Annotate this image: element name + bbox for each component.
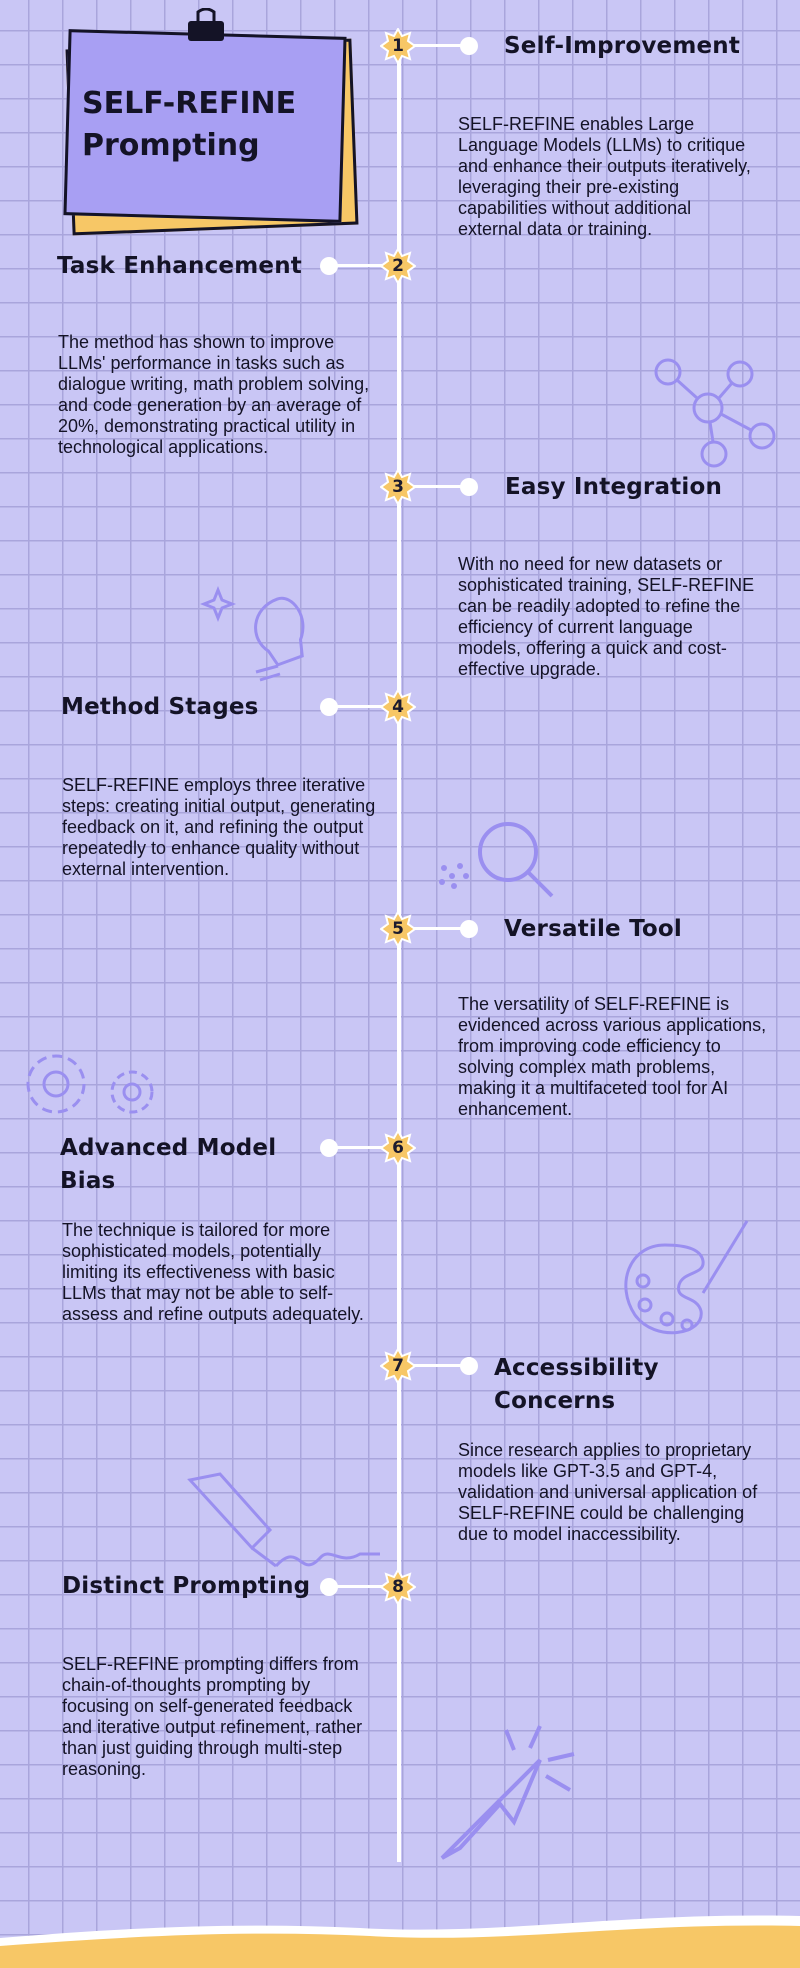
page-title: SELF-REFINE Prompting (82, 86, 297, 163)
step-text: SELF-REFINE enables Large Language Models (LLMs) to critique and enhance their outputs iteratively, leveraging their pre-existing capabilities without additional external data or training. (458, 114, 751, 239)
step-heading: Method Stages (61, 694, 259, 720)
step-marker (380, 248, 416, 284)
footer-wave (0, 1900, 800, 1968)
step-heading: Versatile Tool (504, 916, 682, 942)
step-text: The versatility of SELF-REFINE is evidenced across various applications, from improving code efficiency to solving complex math problems, making it a multifaceted tool for AI enhancement. (458, 994, 767, 1119)
step-marker (380, 911, 416, 947)
connector-dot (320, 257, 338, 275)
palette-icon (615, 1215, 755, 1345)
step-heading: Easy Integration (505, 474, 723, 500)
step-number: 4 (392, 697, 404, 717)
gears-icon (12, 1040, 162, 1130)
step-number: 2 (392, 256, 404, 276)
connector-dot (320, 698, 338, 716)
step-number: 8 (392, 1577, 404, 1597)
step-text: The technique is tailored for more sophisticated models, potentially limiting its effectiveness with basic LLMs that may not be able to self-assess and refine outputs adequately. (62, 1220, 364, 1324)
step-text: With no need for new datasets or sophisticated training, SELF-REFINE can be readily adopted to refine the efficiency of current language models, offering a quick and cost-effective upgrade. (458, 554, 755, 679)
step-heading: Distinct Prompting (62, 1573, 311, 1599)
step-heading: Accessibility Concerns (494, 1355, 659, 1414)
step-marker (380, 689, 416, 725)
lightbulb-icon (200, 580, 330, 690)
fountain-pen-icon (180, 1470, 390, 1580)
step-text: SELF-REFINE employs three iterative steps: creating initial output, generating feedback on it, and refining the output repeatedly to enhance quality without external intervention. (62, 775, 376, 879)
connector-dot (460, 37, 478, 55)
step-number: 7 (392, 1356, 404, 1376)
step-text: Since research applies to proprietary models like GPT-3.5 and GPT-4, validation and universal application of SELF-REFINE could be challenging due to model inaccessibility. (458, 1440, 758, 1544)
step-heading: Self-Improvement (504, 33, 741, 59)
step-text: SELF-REFINE prompting differs from chain-of-thoughts prompting by focusing on self-generated feedback and iterative output refinement, rather than just guiding through multi-step reasoning. (62, 1654, 363, 1779)
step-number: 3 (392, 477, 404, 497)
molecule-icon (648, 352, 788, 472)
step-marker (380, 469, 416, 505)
step-heading: Task Enhancement (57, 253, 302, 279)
step-number: 1 (392, 36, 404, 56)
connector-dot (460, 1357, 478, 1375)
connector-dot (320, 1578, 338, 1596)
step-number: 6 (392, 1138, 404, 1158)
step-marker (380, 1348, 416, 1384)
connector-dot (460, 478, 478, 496)
cursor-click-icon (430, 1720, 590, 1870)
binder-clip-icon (184, 8, 228, 48)
connector-dot (460, 920, 478, 938)
step-marker (380, 28, 416, 64)
magnifier-icon (430, 818, 560, 908)
step-heading: Advanced Model Bias (60, 1135, 277, 1194)
step-text: The method has shown to improve LLMs' performance in tasks such as dialogue writing, math problem solving, and code generation by an average of 20%, demonstrating practical utility in technological applications. (58, 332, 370, 457)
step-marker (380, 1130, 416, 1166)
step-number: 5 (392, 919, 404, 939)
connector-dot (320, 1139, 338, 1157)
